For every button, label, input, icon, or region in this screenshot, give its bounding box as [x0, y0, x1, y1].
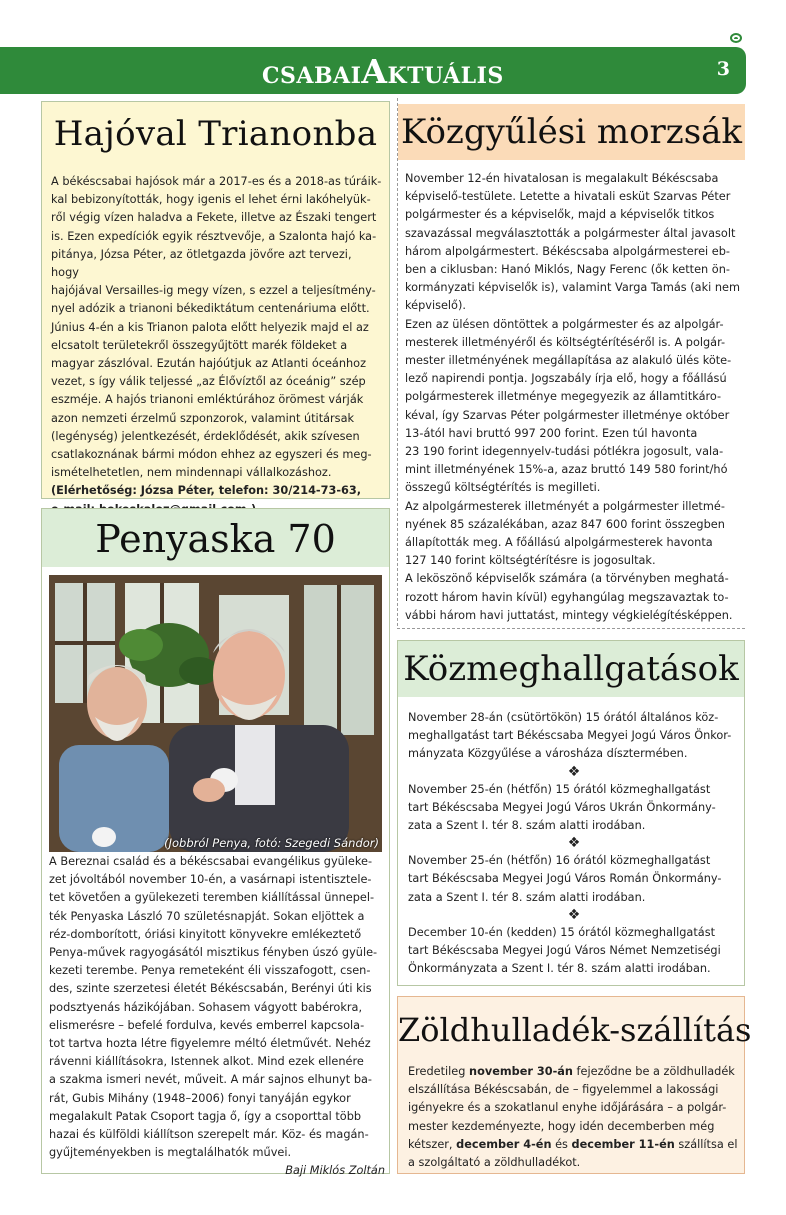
diamond-separator-icon: ❖ — [567, 835, 581, 852]
article-header-kozgyulesi — [398, 104, 745, 160]
list-item: November 25-én (hétfőn) 15 órától közmeghallgatást tart Békéscsaba Megyei Jogú Város Ukrán Önkormány- zata a Szent I. tér 8. szám alatti irodában. — [408, 782, 716, 833]
list-item: November 28-án (csütörtökön) 15 órától általános köz- meghallgatást tart Békéscsaba Megyei Jogú Város Önkor- mányzata Közgyűlése a városháza dísztermében. — [408, 711, 732, 761]
article-body: A békéscsabai hajósok már a 2017-es és a 2018-as túráik- kal bebizonyították, hogy igenis el lehet érni lakóhelyük- ről végig vízen haladva a Fekete, illetve az Északi tengert is. Ezen expedíciók egyik résztvevője, a Szalonta hajó ka- pitánya, Józsa Péter, az ötletgazda jövőre azt tervezi, hogy hajójával Versailles-ig megy vízen, s ezzel a teljesítmény- nyel adózik a trianoni békediktátum centenáriuma előtt. Június 4-én a kis Trianon palota előtt helyezik majd el az elcsatolt területekről összegyűjtött marék földeket a magyar zászlóval. Ezután hajóútjuk az Atlanti óceánhoz vezet, s így válik teljessé „az Élővíztől az óceánig” szép eszméje. A hajós trianoni emléktúrához örömest várják azon nemzeti érzelmű szponzorok, valamint útitársak (legénység) jelentkezését, érdeklődését, akik szívesen csatlakoznának bármi módon ehhez az egyszeri és meg- ismételhetetlen, nem mindennapi vállalkozáshoz. (Elérhetőség: Józsa Péter, telefon: 30/214-73-63, — [51, 173, 383, 519]
article-body-kozgyulesi: November 12-én hivatalosan is megalakult Békéscsaba képviselő-testülete. Letette a hivatali esküt Szarvas Péter polgármester és a képviselők, majd a képviselők titkos szavazással megválasztották a polgármester által javasolt három alpolgármestert. Békéscsaba alpolgármesterei eb- ben a ciklusban: Hanó Miklós, Nagy Ferenc (ők ketten ön- kormányzati képviselők is), valamint Varga Tamás (aki nem képviselő). Ezen az ülésen döntöttek a polgármester és az alpolgár- mesterek illetményéről és költségtérítéséről is. A polgár- mester illetményének megállapítása az alakuló ülés köte- lező napirendi pontja. Jogszabály írja elő, hogy a főállású polgármesterek illetménye megegyezik az államtitkáro- kéval, így Szarvas Péter polgármester illetménye október 13-ától havi bruttó 997 200 forint. Ezen túl havonta 23 190 forint idegennyelv-tudási pótlékra jogosult, vala- mint illetményének 15%-a, azaz bruttó 149 580 forint/hó összegű költségtérítés is megilleti. Az alpolgármesterek illetményét a polgármester illetmé- nyének 85 százalékában, azaz 847 600 forint összegben állapították meg. A főállású alpolgármesterek havonta 127 140 forint költségtérítésre is jogosultak. A leköszönő képviselők számára (a törvényben meghatá- rozott három havin kívül) egyhangúlag megszavaztak to- vábbi három havi juttatást, mintegy végkielégítésképpen. — [405, 172, 740, 622]
page-number: 3 — [716, 58, 730, 80]
diamond-separator-icon: ❖ — [567, 906, 581, 923]
article-header — [42, 509, 389, 567]
article-penyaska-70 — [41, 508, 390, 1178]
list-item: November 25-én (hétfőn) 16 órától közmeghallgatást tart Békéscsaba Megyei Jogú Város Román Önkormány- zata a Szent I. tér 8. szám alatti irodában. — [408, 854, 722, 904]
contact-info: (Elérhetőség: Józsa Péter, telefon: 30/214-73-63, — [51, 484, 362, 498]
article-title: Közgyűlési morzsák — [400, 112, 743, 152]
list-item: December 10-én (kedden) 15 órától közmeghallgatást tart Békéscsaba Megyei Jogú Város Német Nemzetiségi Önkormányzata a Szent I. tér 8. szám alatti irodában. — [408, 925, 721, 976]
article-title: Penyaska 70 — [95, 517, 336, 561]
diamond-separator-icon: ❖ — [567, 763, 581, 780]
article-author: Baji Miklós Zoltán — [285, 1164, 385, 1178]
article-hajoval-trianonba — [41, 101, 390, 499]
article-body: Eredetileg november 30-án fejeződne be a zöldhulladék elszállítása Békéscsabán, de – figyelemmel a lakossági igényekre és a szokatlanul enyhe időjárására – a polgár- mester kezdeményezte, hogy idén decemberben még kétszer, december 4-én és december 11-én szállítsa el a szolgáltató a zöldhulladékot. — [408, 1065, 738, 1170]
masthead-brand: CSABAIAKTUÁLIS — [262, 52, 504, 91]
masthead-bar — [0, 47, 746, 94]
column-divider — [397, 98, 398, 626]
article-photo — [49, 575, 382, 852]
hearing-list — [408, 709, 740, 978]
article-zoldhulladek — [397, 996, 752, 1174]
article-kozmeghallgatasok — [397, 640, 745, 986]
masthead-logo-icon — [730, 33, 742, 43]
article-title: Zöldhulladék-szállítás — [398, 1011, 752, 1049]
article-title: Közmeghallgatások — [403, 649, 739, 689]
photo-caption: (Jobbról Penya, fotó: Szegedi Sándor) — [164, 836, 379, 850]
section-divider — [397, 628, 745, 629]
article-title: Hajóval Trianonba — [53, 114, 378, 154]
article-header — [398, 641, 744, 697]
article-body: A Bereznai család és a békéscsabai evangélikus gyüleke- zet jóvoltából november 10-én, a vasárnapi istentisztele- tet követően a gyülekezeti teremben kiállítással ünnepel- ték Penyaska László 70 születésnapját. Sokan eljöttek a réz-domborított, óriási kinyitott könyvekre emlékeztető Penya-művek ragyogásától misztikus fényben úszó gyüle- kezeti terembe. Penya remeteként éli visszafogott, csen- des, szinte szerzetesi életét Békéscsabán, Berényi úti kis podsztyenás házikójában. Sohasem vágyott babérokra, elismerésre – befelé fordulva, kevés emberrel kapcsola- tot tartva hozta létre figyelemre méltó életművét. Nehéz rávenni kiállításokra, Istennek alkot. Mind ezek ellenére a szakma ismeri nevét, műveit. A már sajnos elhunyt ba- rát, Gubis Mihány (1948–2006) fonyi tanyáján egykor megalakult Patak Csoport tagja ő, így a csoporttal több hazai és külföldi kiállítson szerepelt már. Köz- és magán- gyűjteményekben is megtalálhatók művei. Baji Miklós Zoltán — [49, 853, 385, 1181]
